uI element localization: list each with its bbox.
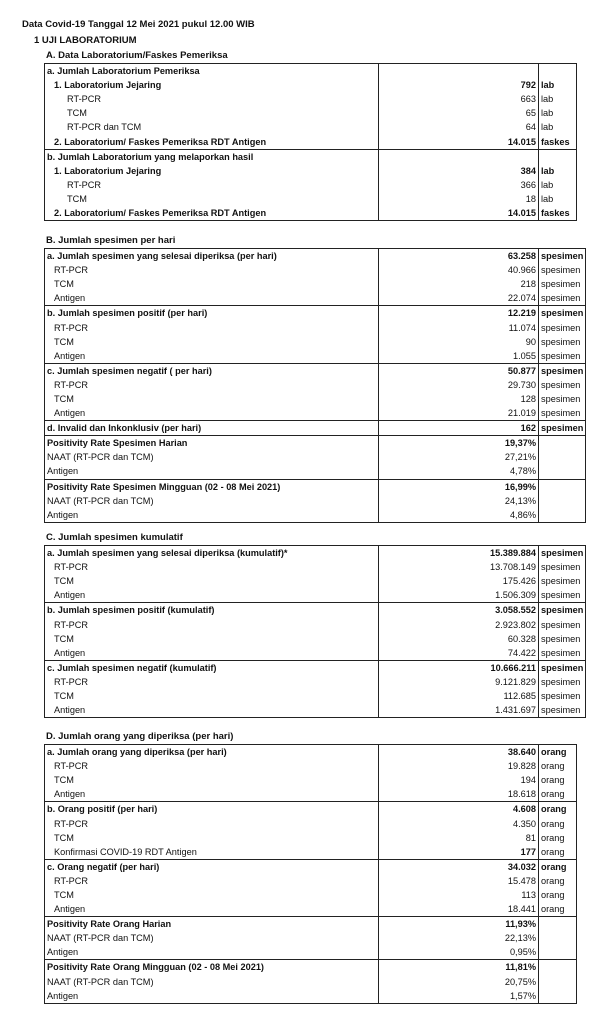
row-label: c. Jumlah spesimen negatif ( per hari) bbox=[45, 363, 379, 378]
row-label: Positivity Rate Orang Mingguan (02 - 08 Mei 2021) bbox=[45, 960, 379, 975]
table-row bbox=[45, 178, 577, 192]
row-label: 1. Laboratorium Jejaring bbox=[45, 164, 379, 178]
row-label: RT-PCR bbox=[45, 675, 379, 689]
row-unit: spesimen bbox=[539, 335, 586, 349]
row-unit bbox=[539, 508, 586, 523]
row-value: 0,95% bbox=[379, 945, 539, 960]
row-label: RT-PCR bbox=[45, 874, 379, 888]
row-unit bbox=[539, 450, 586, 464]
row-unit: spesimen bbox=[539, 277, 586, 291]
row-label: Antigen bbox=[45, 945, 379, 960]
row-value: 11.074 bbox=[379, 320, 539, 334]
row-value: 22,13% bbox=[379, 931, 539, 945]
row-label: RT-PCR bbox=[45, 759, 379, 773]
row-unit: orang bbox=[539, 859, 577, 874]
row-label: RT-PCR bbox=[45, 378, 379, 392]
row-unit: orang bbox=[539, 845, 577, 860]
row-value: 15.478 bbox=[379, 874, 539, 888]
table-row bbox=[45, 436, 586, 451]
table-row bbox=[45, 787, 577, 802]
table-row bbox=[45, 703, 586, 718]
row-unit: orang bbox=[539, 874, 577, 888]
row-label: Antigen bbox=[45, 646, 379, 661]
row-label: a. Jumlah Laboratorium Pemeriksa bbox=[45, 64, 379, 79]
row-value: 112.685 bbox=[379, 689, 539, 703]
table-row bbox=[45, 494, 586, 508]
row-unit: spesimen bbox=[539, 560, 586, 574]
row-unit: faskes bbox=[539, 206, 577, 221]
row-label: a. Jumlah spesimen yang selesai diperiksa (kumulatif)* bbox=[45, 546, 379, 561]
section-d-orang-diperiksa-table bbox=[44, 744, 577, 1004]
row-value: 14.015 bbox=[379, 206, 539, 221]
row-unit: orang bbox=[539, 831, 577, 845]
table-row bbox=[45, 421, 586, 436]
section-c-spesimen-kumulatif-title: C. Jumlah spesimen kumulatif bbox=[46, 532, 183, 543]
row-label: Positivity Rate Spesimen Mingguan (02 - 08 Mei 2021) bbox=[45, 479, 379, 494]
table-row bbox=[45, 120, 577, 134]
row-unit: spesimen bbox=[539, 675, 586, 689]
row-label: Antigen bbox=[45, 464, 379, 479]
row-value: 4,86% bbox=[379, 508, 539, 523]
row-label: Antigen bbox=[45, 787, 379, 802]
row-label: RT-PCR bbox=[45, 178, 379, 192]
row-label: TCM bbox=[45, 888, 379, 902]
table-row bbox=[45, 931, 577, 945]
table-row bbox=[45, 378, 586, 392]
row-value: 20,75% bbox=[379, 975, 539, 989]
table-row bbox=[45, 263, 586, 277]
row-unit: spesimen bbox=[539, 249, 586, 264]
row-value: 128 bbox=[379, 392, 539, 406]
row-unit bbox=[539, 917, 577, 932]
row-value: 177 bbox=[379, 845, 539, 860]
row-label: RT-PCR bbox=[45, 560, 379, 574]
table-row bbox=[45, 349, 586, 364]
row-unit bbox=[539, 149, 577, 164]
row-unit: spesimen bbox=[539, 660, 586, 675]
table-row bbox=[45, 277, 586, 291]
table-row bbox=[45, 888, 577, 902]
row-value: 34.032 bbox=[379, 859, 539, 874]
row-unit: spesimen bbox=[539, 617, 586, 631]
row-label: b. Jumlah spesimen positif (per hari) bbox=[45, 306, 379, 321]
section-b-spesimen-harian-title: B. Jumlah spesimen per hari bbox=[46, 235, 176, 246]
row-label: TCM bbox=[45, 574, 379, 588]
row-unit: spesimen bbox=[539, 632, 586, 646]
row-value: 19,37% bbox=[379, 436, 539, 451]
row-label: 1. Laboratorium Jejaring bbox=[45, 78, 379, 92]
row-value: 4.608 bbox=[379, 802, 539, 817]
row-value: 65 bbox=[379, 106, 539, 120]
table-row bbox=[45, 675, 586, 689]
row-unit: lab bbox=[539, 78, 577, 92]
row-label: Antigen bbox=[45, 291, 379, 306]
table-row bbox=[45, 335, 586, 349]
row-value: 194 bbox=[379, 773, 539, 787]
row-label: NAAT (RT-PCR dan TCM) bbox=[45, 494, 379, 508]
table-row bbox=[45, 816, 577, 830]
table-row bbox=[45, 773, 577, 787]
row-label: a. Jumlah spesimen yang selesai diperiksa (per hari) bbox=[45, 249, 379, 264]
section-c-spesimen-kumulatif-table bbox=[44, 545, 586, 718]
row-value: 10.666.211 bbox=[379, 660, 539, 675]
table-row bbox=[45, 363, 586, 378]
table-row bbox=[45, 134, 577, 149]
row-unit: lab bbox=[539, 178, 577, 192]
row-label: NAAT (RT-PCR dan TCM) bbox=[45, 975, 379, 989]
row-label: Positivity Rate Orang Harian bbox=[45, 917, 379, 932]
row-unit: lab bbox=[539, 106, 577, 120]
row-value: 1.506.309 bbox=[379, 588, 539, 603]
row-unit: spesimen bbox=[539, 689, 586, 703]
row-value bbox=[379, 64, 539, 79]
table-row bbox=[45, 508, 586, 523]
row-value: 1.431.697 bbox=[379, 703, 539, 718]
row-label: c. Jumlah spesimen negatif (kumulatif) bbox=[45, 660, 379, 675]
row-label: TCM bbox=[45, 632, 379, 646]
row-label: RT-PCR bbox=[45, 816, 379, 830]
row-value: 64 bbox=[379, 120, 539, 134]
row-label: RT-PCR bbox=[45, 263, 379, 277]
row-label: Antigen bbox=[45, 902, 379, 917]
row-value: 60.328 bbox=[379, 632, 539, 646]
row-label: RT-PCR bbox=[45, 92, 379, 106]
row-value: 21.019 bbox=[379, 406, 539, 421]
table-row bbox=[45, 632, 586, 646]
row-value: 14.015 bbox=[379, 134, 539, 149]
table-row bbox=[45, 759, 577, 773]
row-unit: spesimen bbox=[539, 421, 586, 436]
table-row bbox=[45, 92, 577, 106]
row-value: 18.618 bbox=[379, 787, 539, 802]
row-unit: lab bbox=[539, 120, 577, 134]
row-label: 2. Laboratorium/ Faskes Pemeriksa RDT Antigen bbox=[45, 206, 379, 221]
row-unit: spesimen bbox=[539, 349, 586, 364]
row-value: 4.350 bbox=[379, 816, 539, 830]
row-label: Positivity Rate Spesimen Harian bbox=[45, 436, 379, 451]
row-value: 18.441 bbox=[379, 902, 539, 917]
table-row bbox=[45, 960, 577, 975]
row-label: NAAT (RT-PCR dan TCM) bbox=[45, 450, 379, 464]
table-row bbox=[45, 975, 577, 989]
row-unit bbox=[539, 464, 586, 479]
row-value: 162 bbox=[379, 421, 539, 436]
table-row bbox=[45, 320, 586, 334]
row-label: b. Jumlah spesimen positif (kumulatif) bbox=[45, 603, 379, 618]
table-row bbox=[45, 859, 577, 874]
row-value: 175.426 bbox=[379, 574, 539, 588]
row-unit: spesimen bbox=[539, 574, 586, 588]
row-value bbox=[379, 149, 539, 164]
row-unit bbox=[539, 945, 577, 960]
row-label: TCM bbox=[45, 392, 379, 406]
row-unit: orang bbox=[539, 816, 577, 830]
row-value: 50.877 bbox=[379, 363, 539, 378]
table-row bbox=[45, 560, 586, 574]
row-value: 74.422 bbox=[379, 646, 539, 661]
row-unit: lab bbox=[539, 164, 577, 178]
row-unit: spesimen bbox=[539, 703, 586, 718]
row-value: 15.389.884 bbox=[379, 546, 539, 561]
row-value: 24,13% bbox=[379, 494, 539, 508]
row-unit bbox=[539, 494, 586, 508]
table-row bbox=[45, 78, 577, 92]
row-unit: orang bbox=[539, 802, 577, 817]
row-label: Antigen bbox=[45, 406, 379, 421]
row-value: 2.923.802 bbox=[379, 617, 539, 631]
table-row bbox=[45, 64, 577, 79]
section-d-orang-diperiksa-title: D. Jumlah orang yang diperiksa (per hari) bbox=[46, 731, 234, 742]
table-row bbox=[45, 845, 577, 860]
table-row bbox=[45, 646, 586, 661]
row-label: Antigen bbox=[45, 588, 379, 603]
row-value: 792 bbox=[379, 78, 539, 92]
row-label: NAAT (RT-PCR dan TCM) bbox=[45, 931, 379, 945]
row-value: 22.074 bbox=[379, 291, 539, 306]
row-label: c. Orang negatif (per hari) bbox=[45, 859, 379, 874]
table-row bbox=[45, 917, 577, 932]
row-value: 16,99% bbox=[379, 479, 539, 494]
row-value: 218 bbox=[379, 277, 539, 291]
row-unit: orang bbox=[539, 745, 577, 760]
table-row bbox=[45, 831, 577, 845]
row-value: 81 bbox=[379, 831, 539, 845]
row-value: 18 bbox=[379, 192, 539, 206]
row-value: 11,81% bbox=[379, 960, 539, 975]
section-a-laboratorium-table bbox=[44, 63, 577, 221]
document-subtitle: 1 UJI LABORATORIUM bbox=[34, 35, 137, 46]
table-row bbox=[45, 689, 586, 703]
row-label: TCM bbox=[45, 689, 379, 703]
row-value: 3.058.552 bbox=[379, 603, 539, 618]
row-value: 4,78% bbox=[379, 464, 539, 479]
row-value: 90 bbox=[379, 335, 539, 349]
row-label: a. Jumlah orang yang diperiksa (per hari) bbox=[45, 745, 379, 760]
row-label: b. Orang positif (per hari) bbox=[45, 802, 379, 817]
row-value: 1.055 bbox=[379, 349, 539, 364]
row-unit: spesimen bbox=[539, 546, 586, 561]
table-row bbox=[45, 464, 586, 479]
row-unit bbox=[539, 989, 577, 1004]
row-value: 9.121.829 bbox=[379, 675, 539, 689]
table-row bbox=[45, 306, 586, 321]
table-row bbox=[45, 902, 577, 917]
table-row bbox=[45, 392, 586, 406]
table-row bbox=[45, 164, 577, 178]
section-a-laboratorium-title: A. Data Laboratorium/Faskes Pemeriksa bbox=[46, 50, 228, 61]
table-row bbox=[45, 989, 577, 1004]
row-unit bbox=[539, 975, 577, 989]
row-label: TCM bbox=[45, 831, 379, 845]
row-label: Antigen bbox=[45, 703, 379, 718]
table-row bbox=[45, 479, 586, 494]
row-label: TCM bbox=[45, 106, 379, 120]
row-unit bbox=[539, 436, 586, 451]
row-label: TCM bbox=[45, 192, 379, 206]
table-row bbox=[45, 617, 586, 631]
table-row bbox=[45, 945, 577, 960]
row-unit: spesimen bbox=[539, 306, 586, 321]
row-unit bbox=[539, 64, 577, 79]
row-value: 12.219 bbox=[379, 306, 539, 321]
table-row bbox=[45, 291, 586, 306]
row-label: TCM bbox=[45, 277, 379, 291]
table-row bbox=[45, 546, 586, 561]
row-unit: spesimen bbox=[539, 363, 586, 378]
row-unit: orang bbox=[539, 759, 577, 773]
row-value: 384 bbox=[379, 164, 539, 178]
table-row bbox=[45, 450, 586, 464]
row-unit: spesimen bbox=[539, 263, 586, 277]
row-label: 2. Laboratorium/ Faskes Pemeriksa RDT Antigen bbox=[45, 134, 379, 149]
row-unit bbox=[539, 931, 577, 945]
table-row bbox=[45, 192, 577, 206]
row-value: 29.730 bbox=[379, 378, 539, 392]
table-row bbox=[45, 603, 586, 618]
row-unit: spesimen bbox=[539, 646, 586, 661]
table-row bbox=[45, 406, 586, 421]
row-unit: spesimen bbox=[539, 588, 586, 603]
row-label: RT-PCR dan TCM bbox=[45, 120, 379, 134]
row-unit: orang bbox=[539, 888, 577, 902]
row-unit: faskes bbox=[539, 134, 577, 149]
table-row bbox=[45, 206, 577, 221]
row-unit: spesimen bbox=[539, 378, 586, 392]
row-value: 38.640 bbox=[379, 745, 539, 760]
row-unit: spesimen bbox=[539, 392, 586, 406]
table-row bbox=[45, 874, 577, 888]
row-label: Konfirmasi COVID-19 RDT Antigen bbox=[45, 845, 379, 860]
row-unit: spesimen bbox=[539, 603, 586, 618]
row-unit: orang bbox=[539, 902, 577, 917]
table-row bbox=[45, 588, 586, 603]
row-label: d. Invalid dan Inkonklusiv (per hari) bbox=[45, 421, 379, 436]
row-label: b. Jumlah Laboratorium yang melaporkan hasil bbox=[45, 149, 379, 164]
row-unit: lab bbox=[539, 192, 577, 206]
row-unit: spesimen bbox=[539, 291, 586, 306]
row-unit bbox=[539, 960, 577, 975]
row-value: 11,93% bbox=[379, 917, 539, 932]
row-unit: lab bbox=[539, 92, 577, 106]
row-unit: spesimen bbox=[539, 406, 586, 421]
row-value: 663 bbox=[379, 92, 539, 106]
row-value: 13.708.149 bbox=[379, 560, 539, 574]
row-value: 1,57% bbox=[379, 989, 539, 1004]
row-unit: orang bbox=[539, 773, 577, 787]
row-value: 63.258 bbox=[379, 249, 539, 264]
row-label: Antigen bbox=[45, 989, 379, 1004]
row-value: 19.828 bbox=[379, 759, 539, 773]
document-title: Data Covid-19 Tanggal 12 Mei 2021 pukul 12.00 WIB bbox=[22, 19, 255, 30]
row-value: 40.966 bbox=[379, 263, 539, 277]
section-b-spesimen-harian-table bbox=[44, 248, 586, 523]
row-label: TCM bbox=[45, 773, 379, 787]
row-unit: spesimen bbox=[539, 320, 586, 334]
table-row bbox=[45, 745, 577, 760]
row-label: RT-PCR bbox=[45, 320, 379, 334]
row-value: 366 bbox=[379, 178, 539, 192]
row-label: TCM bbox=[45, 335, 379, 349]
table-row bbox=[45, 660, 586, 675]
table-row bbox=[45, 802, 577, 817]
table-row bbox=[45, 249, 586, 264]
row-label: Antigen bbox=[45, 349, 379, 364]
row-value: 27,21% bbox=[379, 450, 539, 464]
table-row bbox=[45, 574, 586, 588]
row-value: 113 bbox=[379, 888, 539, 902]
table-row bbox=[45, 106, 577, 120]
row-label: RT-PCR bbox=[45, 617, 379, 631]
row-unit: orang bbox=[539, 787, 577, 802]
row-label: Antigen bbox=[45, 508, 379, 523]
table-row bbox=[45, 149, 577, 164]
row-unit bbox=[539, 479, 586, 494]
